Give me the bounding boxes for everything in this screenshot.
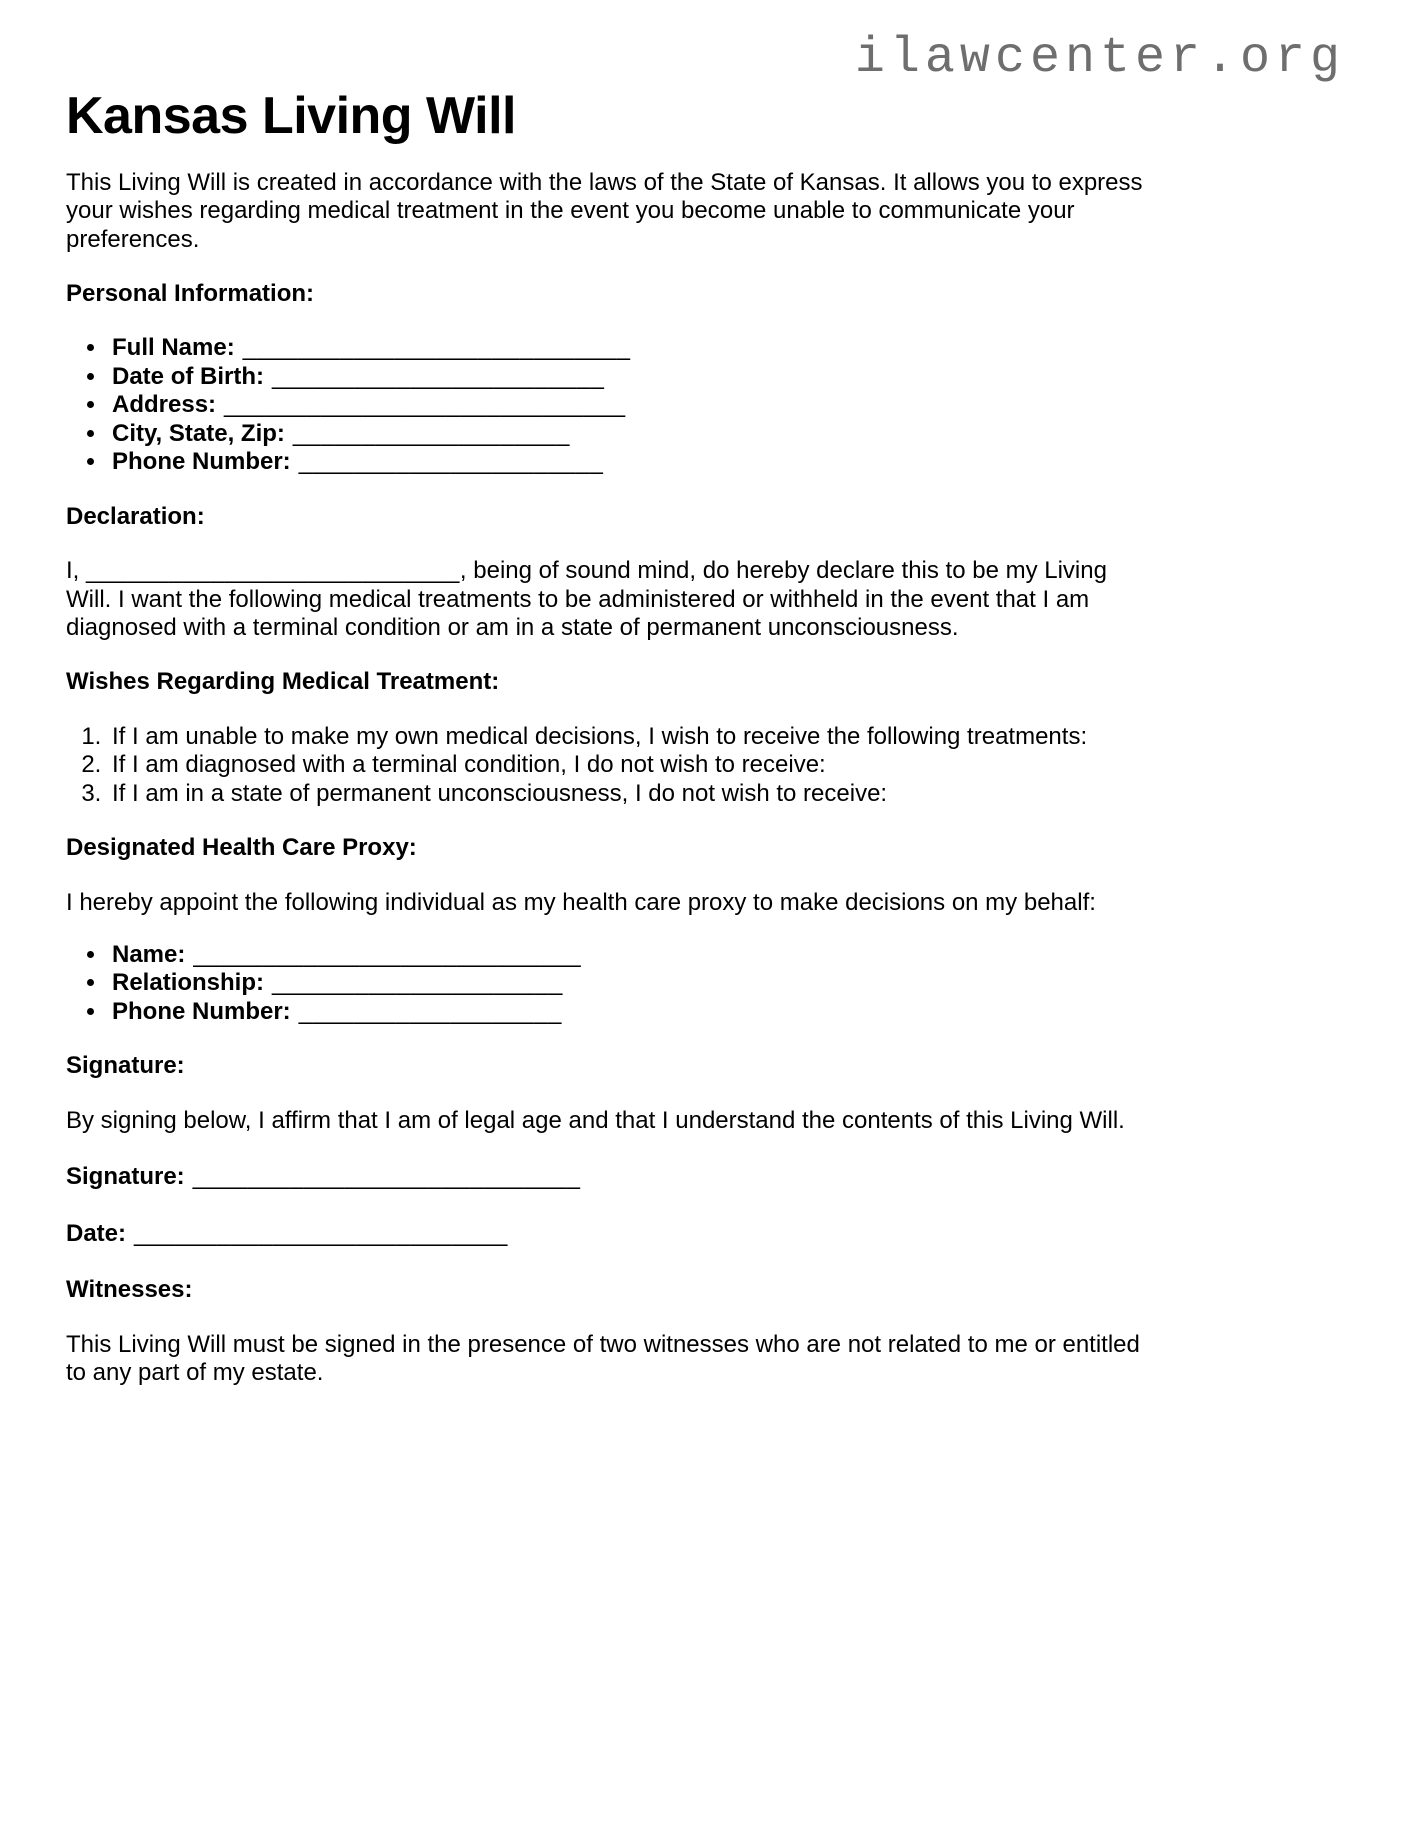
signature-heading: Signature: <box>66 1052 185 1080</box>
field-label: Full Name: <box>112 334 235 362</box>
blank-line: ____________________________ <box>242 334 631 362</box>
field-label: Phone Number: <box>112 997 291 1025</box>
document-body <box>66 169 1156 1388</box>
declaration-paragraph <box>66 557 1156 642</box>
field-label: Relationship: <box>112 969 265 997</box>
date-label: Date: <box>66 1219 127 1247</box>
declaration-post: , being of sound mind, do hereby declare this to be my Living Will. I want the following medical treatments to be administered or withheld in the event that I am diagnosed with a terminal condition or am in a state of permanent unconsciousness. <box>66 557 1107 641</box>
field-label: Date of Birth: <box>112 362 264 390</box>
witnesses-heading: Witnesses: <box>66 1276 193 1304</box>
blank-line: ____________________ <box>292 419 570 447</box>
blank-line: _____________________ <box>272 969 563 997</box>
field-label: Name: <box>112 941 186 968</box>
blank-line: ______________________ <box>298 448 604 476</box>
field-date-of-birth <box>108 363 1156 391</box>
wish-item: 3. If I am in a state of permanent unconsciousness, I do not wish to receive: <box>108 780 1156 808</box>
blank-line: ___________________ <box>298 997 562 1025</box>
date-blank-line: ___________________________ <box>134 1219 508 1247</box>
wish-item: 2. If I am diagnosed with a terminal condition, I do not wish to receive: <box>108 751 1156 779</box>
field-proxy-phone <box>108 998 1156 1026</box>
signature-blank-line: ____________________________ <box>192 1163 581 1191</box>
field-proxy-relationship <box>108 969 1156 997</box>
field-address <box>108 391 1156 419</box>
personal-info-list <box>66 334 1156 476</box>
page-title: Kansas Living Will <box>66 86 516 145</box>
wishes-list <box>66 723 1156 808</box>
blank-line: ____________________________ <box>193 941 582 968</box>
proxy-heading: Designated Health Care Proxy: <box>66 834 417 862</box>
field-proxy-name <box>108 941 1156 969</box>
field-label: Phone Number: <box>112 448 291 476</box>
witnesses-paragraph: This Living Will must be signed in the presence of two witnesses who are not related to me or entitled to any part of my estate. <box>66 1330 1140 1386</box>
field-phone-number <box>108 448 1156 476</box>
declaration-pre: I, <box>66 557 87 585</box>
site-logo: ilawcenter.org <box>854 30 1345 87</box>
blank-line: ________________________ <box>272 362 605 390</box>
proxy-intro-paragraph: I hereby appoint the following individual as my health care proxy to make decisions on my behalf: <box>66 888 1096 916</box>
field-label: City, State, Zip: <box>112 419 285 447</box>
field-city-state-zip <box>108 420 1156 448</box>
declaration-heading: Declaration: <box>66 502 205 530</box>
proxy-fields-list <box>66 941 1156 1026</box>
personal-info-heading: Personal Information: <box>66 280 315 307</box>
affirmation-paragraph: By signing below, I affirm that I am of legal age and that I understand the contents of this Living Will. <box>66 1106 1125 1134</box>
date-line <box>66 1220 1156 1248</box>
wish-item: 1. If I am unable to make my own medical decisions, I wish to receive the following treatments: <box>108 723 1156 751</box>
blank-line: _____________________________ <box>224 391 626 419</box>
wishes-heading: Wishes Regarding Medical Treatment: <box>66 668 500 696</box>
signature-label: Signature: <box>66 1163 185 1191</box>
signature-line <box>66 1163 1156 1191</box>
field-full-name <box>108 334 1156 362</box>
field-label: Address: <box>112 391 217 419</box>
intro-paragraph: This Living Will is created in accordance with the laws of the State of Kansas. It allows you to express your wishes regarding medical treatment in the event you become unable to communicate your preferences. <box>66 168 1143 253</box>
declarant-name-blank: ___________________________ <box>86 557 460 585</box>
